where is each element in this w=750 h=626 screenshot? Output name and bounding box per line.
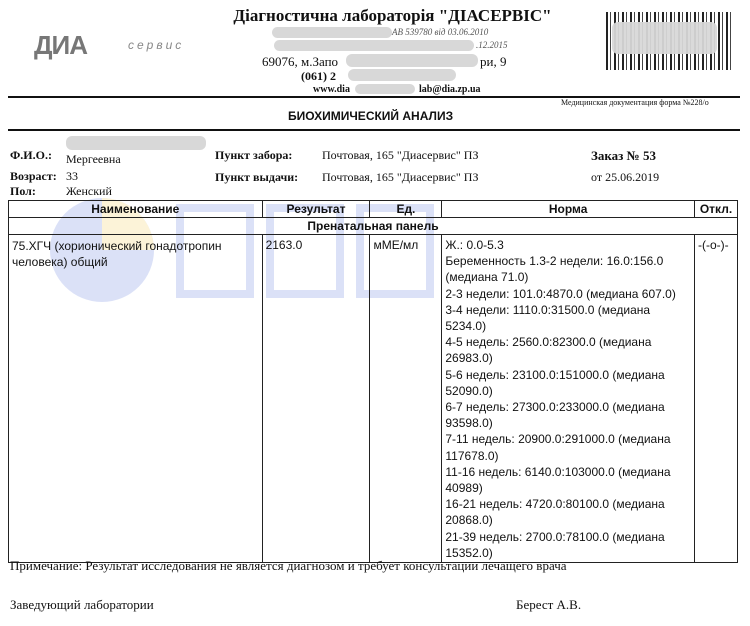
head-of-lab-name: Берест А.В. <box>516 597 582 612</box>
age-label: Возраст: <box>10 169 57 183</box>
norm-line: 26983.0) <box>445 351 493 366</box>
norm-line: 3-4 недели: 1110.0:31500.0 (медиана <box>445 302 651 317</box>
age-value: 33 <box>66 169 78 183</box>
address-end: ри, 9 <box>480 54 507 69</box>
collection-point-label: Пункт забора: <box>215 148 293 162</box>
norm-line: 2-3 недели: 101.0:4870.0 (медиана 607.0) <box>445 286 676 301</box>
lab-logo <box>30 28 200 64</box>
redaction-blur <box>355 84 415 94</box>
col-header-name: Наименование <box>9 201 263 218</box>
col-header-deviation: Откл. <box>694 201 737 218</box>
col-header-norm: Норма <box>442 201 695 218</box>
norm-line: 5-6 недель: 23100.0:151000.0 (медиана <box>445 367 665 382</box>
norm-line: 20868.0) <box>445 513 493 528</box>
title-divider <box>8 129 740 131</box>
test-deviation: -(-о-)- <box>694 235 737 563</box>
norm-line: 117678.0) <box>445 448 499 463</box>
redaction-blur <box>274 40 474 51</box>
issue-point-label: Пункт выдачи: <box>215 170 299 184</box>
results-table <box>8 200 738 563</box>
fio-value: Мергеевна <box>66 152 121 166</box>
test-result: 2163.0 <box>262 235 370 563</box>
norm-line: 6-7 недель: 27300.0:233000.0 (медиана <box>445 400 665 415</box>
head-of-lab-label: Заведующий лаборатории <box>10 597 154 612</box>
logo-subtext: сервис <box>128 38 185 52</box>
redaction-blur <box>272 27 392 38</box>
logo-text: ДИА <box>34 30 87 60</box>
norm-line: 21-39 недель: 2700.0:78100.0 (медиана <box>445 529 665 544</box>
norm-line: 40989) <box>445 481 483 496</box>
website: www.dia <box>313 84 350 95</box>
test-name: 75.ХГЧ (хорионический гонадотропин человека) общий <box>9 235 263 563</box>
table-header-row <box>9 201 738 218</box>
license-line-2: .12.2015 <box>476 40 508 50</box>
col-header-result: Результат <box>262 201 370 218</box>
lab-name: Діагностична лабораторія "ДІАСЕРВІС" <box>233 6 552 25</box>
norm-line: 52090.0) <box>445 383 493 398</box>
norm-line: 4-5 недель: 2560.0:82300.0 (медиана <box>445 335 652 350</box>
table-row <box>9 235 738 563</box>
order-number: Заказ № 53 <box>591 148 656 163</box>
norm-line: 16-21 недель: 4720.0:80100.0 (медиана <box>445 497 665 512</box>
section-row <box>9 218 738 235</box>
norm-line: 7-11 недель: 20900.0:291000.0 (медиана <box>445 432 671 447</box>
norm-line: 11-16 недель: 6140.0:103000.0 (медиана <box>445 464 671 479</box>
sex-label: Пол: <box>10 184 36 198</box>
norm-line: Беременность 1.3-2 недели: 16.0:156.0 <box>445 254 664 269</box>
footer-note: Примечание: Результат исследования не является диагнозом и требует консультации лечащего врача <box>10 558 567 573</box>
redaction-blur <box>348 69 456 81</box>
license-line-1: AB 539780 від 03.06.2010 <box>392 27 489 37</box>
col-header-unit: Ед. <box>370 201 442 218</box>
norm-line: 93598.0) <box>445 416 493 431</box>
document-title: БИОХИМИЧЕСКИЙ АНАЛИЗ <box>288 109 454 123</box>
section-title: Пренатальная панель <box>9 218 738 235</box>
norm-line: 5234.0) <box>445 319 487 334</box>
norm-line: 15352.0) <box>445 545 493 560</box>
norm-line: (медиана 71.0) <box>445 270 529 285</box>
test-norm <box>442 235 695 563</box>
test-unit: мМЕ/мл <box>370 235 442 563</box>
sex-value: Женский <box>66 184 112 198</box>
barcode-blur <box>612 22 717 54</box>
patient-name-blur <box>66 136 206 150</box>
collection-point-value: Почтовая, 165 "Диасервис" ПЗ <box>322 148 479 162</box>
address-start: 69076, м.Запо <box>262 54 339 69</box>
email: lab@dia.zp.ua <box>419 84 481 95</box>
norm-line: Ж.: 0.0-5.3 <box>445 238 504 252</box>
issue-point-value: Почтовая, 165 "Диасервис" ПЗ <box>322 170 479 184</box>
redaction-blur <box>346 54 478 67</box>
fio-label: Ф.И.О.: <box>10 148 52 162</box>
order-date: от 25.06.2019 <box>591 170 660 184</box>
phone: (061) 2 <box>301 69 336 83</box>
form-note: Медицинская документация форма №228/о <box>561 98 709 107</box>
